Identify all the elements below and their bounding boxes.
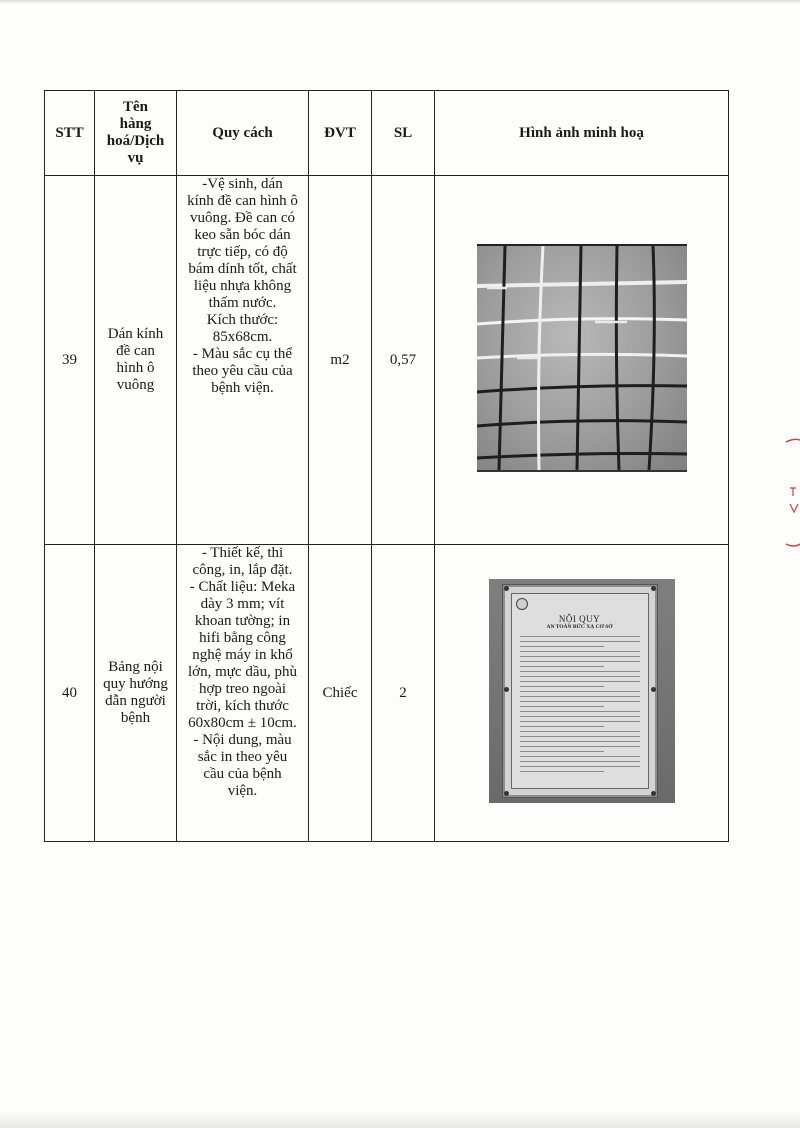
row-item-name: Bảng nội quy hướng dẫn người bệnh [95, 545, 177, 842]
goods-table [44, 90, 729, 842]
square-tile-decal-photo [477, 244, 687, 472]
header-unit: ĐVT [309, 91, 372, 176]
header-row [45, 91, 729, 176]
board-content [511, 593, 649, 789]
screw-icon [504, 687, 509, 692]
header-stt: STT [45, 91, 95, 176]
screw-icon [651, 586, 656, 591]
screw-icon [651, 687, 656, 692]
board-text-lines [520, 636, 640, 778]
row-qty: 2 [372, 545, 435, 842]
row-spec: - Thiết kế, thi công, in, lắp đặt. - Chất liệu: Meka dày 3 mm; vít khoan tường; in hifi bằng công nghệ máy in khổ lớn, mực dầu, phù hợp treo ngoài trời, kích thước 60x80cm ± 10cm. - Nội dung, màu sắc in theo yêu cầu của bệnh viện. [177, 545, 309, 842]
rules-board-photo [489, 579, 675, 803]
row-spec: -Vệ sinh, dán kính đề can hình ô vuông. Đề can có keo sẵn bóc dán trực tiếp, có độ bám dính tốt, chất liệu nhựa không thấm nước. Kích thước: 85x68cm. - Màu sắc cụ thể theo yêu cầu của bệnh viện. [177, 176, 309, 545]
row-qty: 0,57 [372, 176, 435, 545]
board-frame [503, 585, 657, 797]
row-image [435, 176, 729, 545]
table-row [45, 545, 729, 842]
row-unit: m2 [309, 176, 372, 545]
red-stamp-edge [782, 432, 800, 562]
row-stt: 40 [45, 545, 95, 842]
row-image [435, 545, 729, 842]
screw-icon [504, 791, 509, 796]
board-title: NỘI QUY [558, 613, 601, 624]
row-stt: 39 [45, 176, 95, 545]
hospital-logo-icon [516, 598, 528, 610]
header-qty: SL [372, 91, 435, 176]
board-subtitle: AN TOÀN BỨC XẠ CƠ SỞ [546, 623, 613, 630]
screw-icon [504, 586, 509, 591]
scan-edge-top [0, 0, 800, 4]
scan-edge-bottom [0, 1112, 800, 1128]
header-spec: Quy cách [177, 91, 309, 176]
screw-icon [651, 791, 656, 796]
row-unit: Chiếc [309, 545, 372, 842]
header-image: Hình ảnh minh hoạ [435, 91, 729, 176]
header-item-name: Tên hàng hoá/Dịch vụ [95, 91, 177, 176]
table-row [45, 176, 729, 545]
row-item-name: Dán kính đề can hình ô vuông [95, 176, 177, 545]
